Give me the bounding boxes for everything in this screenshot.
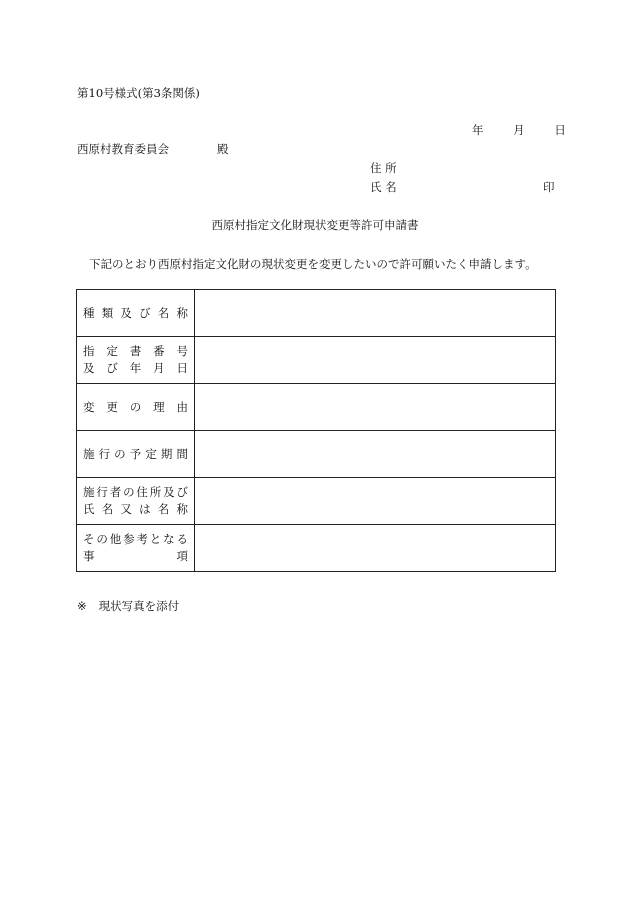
applicant-name-label: 氏 名 [370, 180, 397, 194]
row-label-line: 事項 [83, 549, 188, 563]
entry-field[interactable] [195, 478, 556, 525]
table-row [77, 431, 556, 478]
form-number: 第10号様式(第3条関係) [77, 86, 200, 100]
row-label-line: その他参考となる [83, 532, 188, 546]
entry-field[interactable] [195, 431, 556, 478]
row-label [77, 431, 195, 478]
table-row [77, 525, 556, 572]
row-label [77, 384, 195, 431]
row-label-line: 施行者の住所及び [83, 485, 188, 499]
row-label-line: 変更の理由 [83, 399, 188, 414]
recipient-name: 西原村教育委員会 [77, 142, 169, 156]
row-label [77, 337, 195, 384]
recipient [77, 141, 229, 157]
application-table [76, 289, 556, 572]
date-line [472, 122, 566, 138]
date-day-label: 日 [554, 123, 566, 137]
applicant-address-label: 住 所 [370, 161, 397, 175]
row-label-line: 種類及び名称 [83, 305, 188, 320]
date-year-label: 年 [472, 123, 484, 137]
table-row [77, 290, 556, 337]
document-title: 西原村指定文化財現状変更等許可申請書 [211, 218, 419, 232]
row-label [77, 478, 195, 525]
table-row [77, 478, 556, 525]
recipient-honorific: 殿 [217, 142, 229, 156]
row-label-line: 施行の予定期間 [83, 446, 188, 461]
row-label-line: 氏名又は名称 [83, 502, 188, 516]
seal-mark: 印 [543, 180, 555, 194]
row-label [77, 525, 195, 572]
entry-field[interactable] [195, 384, 556, 431]
table-row [77, 337, 556, 384]
table-row [77, 384, 556, 431]
entry-field[interactable] [195, 525, 556, 572]
row-label [77, 290, 195, 337]
entry-field[interactable] [195, 290, 556, 337]
attachment-note [77, 598, 179, 614]
date-month-label: 月 [513, 123, 525, 137]
entry-field[interactable] [195, 337, 556, 384]
note-text: 現状写真を添付 [98, 599, 180, 613]
row-label-line: 及び年月日 [83, 361, 188, 375]
row-label-line: 指定書番号 [83, 344, 188, 358]
note-mark: ※ [77, 599, 87, 613]
intro-text: 下記のとおり西原村指定文化財の現状変更を変更したいので許可願いたく申請します。 [89, 257, 537, 271]
